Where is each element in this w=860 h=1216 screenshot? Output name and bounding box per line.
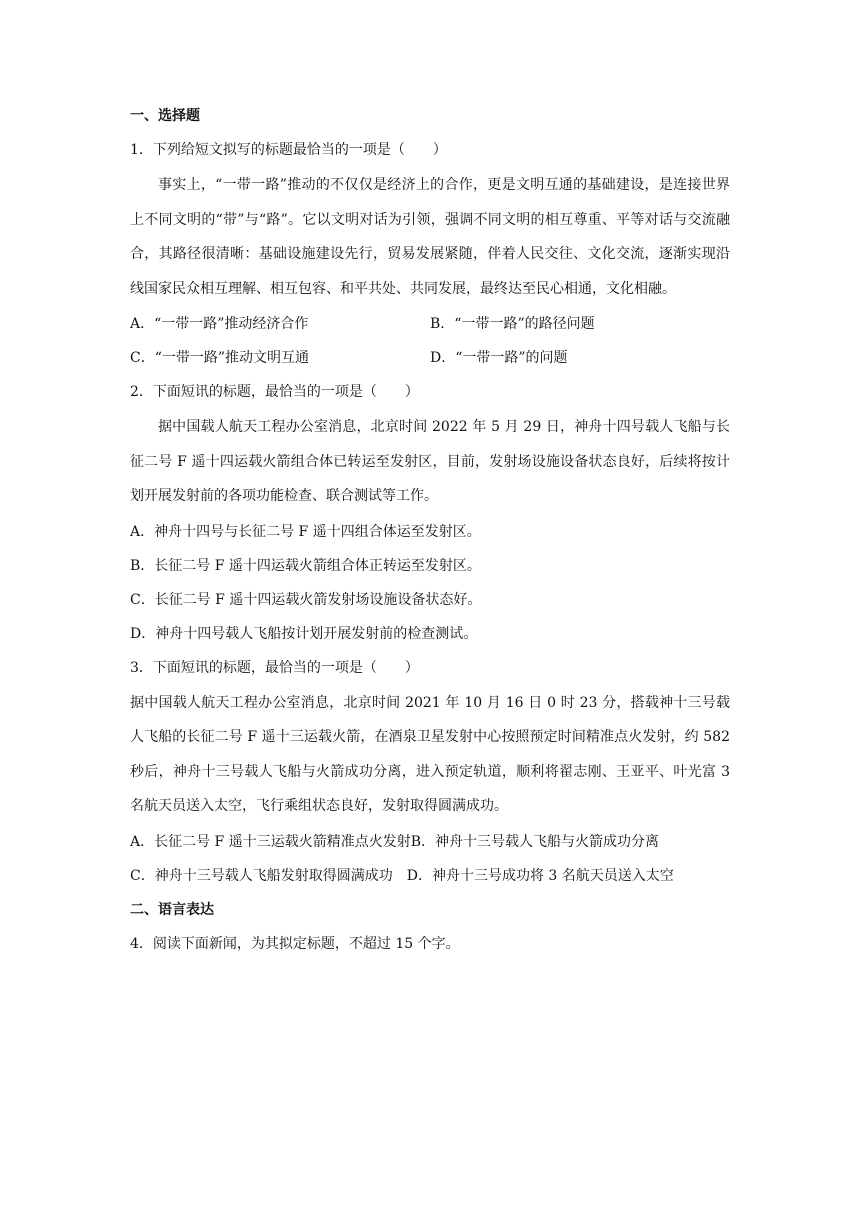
question-3-stem: 3．下面短讯的标题，最恰当的一项是（ ） (130, 659, 419, 676)
question-3-option-c[interactable]: C．神舟十三号载人飞船发射取得圆满成功 (130, 867, 393, 884)
section-heading-language: 二、语言表达 (130, 901, 214, 918)
question-2-stem: 2．下面短讯的标题，最恰当的一项是（ ） (130, 384, 419, 400)
question-2-option-d[interactable]: D．神舟十四号载人飞船按计划开展发射前的检查测试。 (130, 625, 478, 642)
question-2-passage: 据中国载人航天工程办公室消息，北京时间 2022 年 5 月 29 日，神舟十四号载人飞船与长征二号 F 遥十四运载火箭组合体已转运至发射区，目前，发射场设施设备状态良好，后续将按计划开展发射前的各项功能检查、联合测试等工作。 (130, 419, 730, 504)
question-1-passage: 事实上，“一带一路”推动的不仅仅是经济上的合作，更是文明互通的基础建设，是连接世界上不同文明的“带”与“路”。它以文明对话为引领，强调不同文明的相互尊重、平等对话与交流融合，其路径很清晰：基础设施建设先行，贸易发展紧随，伴着人民交往、文化交流，逐渐实现沿线国家民众相互理解、相互包容、和平共处、共同发展，最终达至民心相通，文化相融。 (130, 177, 730, 297)
question-2-option-c[interactable]: C．长征二号 F 遥十四运载火箭发射场设施设备状态好。 (130, 591, 482, 608)
question-2-option-a[interactable]: A．神舟十四号与长征二号 F 遥十四组合体运至发射区。 (130, 523, 481, 540)
question-3-passage: 据中国载人航天工程办公室消息，北京时间 2021 年 10 月 16 日 0 时 23 分，搭载神十三号载人飞船的长征二号 F 遥十三运载火箭，在酒泉卫星发射中心按照预定时间精准点火发射，约 582 秒后，神舟十三号载人飞船与火箭成功分离，进入预定轨道，顺利将翟志刚、王亚平、叶光富 3 名航天员送入太空，飞行乘组状态良好，发射取得圆满成功。 (130, 694, 730, 814)
question-3-options-row-1 (130, 830, 730, 854)
question-4-stem: 4．阅读下面新闻，为其拟定标题，不超过 15 个字。 (130, 935, 460, 952)
question-1-option-b[interactable]: B．“一带一路”的路径问题 (430, 316, 595, 332)
question-1-stem: 1．下列给短文拟写的标题最恰当的一项是（ ） (130, 142, 447, 158)
question-3-option-b[interactable]: B．神舟十三号载人飞船与火箭成功分离 (410, 833, 660, 850)
question-1-option-d[interactable]: D．“一带一路”的问题 (430, 350, 568, 366)
question-3-options-row-2 (130, 864, 730, 888)
question-2-option-b[interactable]: B．长征二号 F 遥十四运载火箭组合体正转运至发射区。 (130, 557, 481, 574)
question-1-option-a[interactable]: A．“一带一路”推动经济合作 (130, 316, 309, 332)
question-3-option-a[interactable]: A．长征二号 F 遥十三运载火箭精准点火发射 (130, 833, 411, 850)
section-heading-choice: 一、选择题 (130, 108, 200, 124)
question-3-option-d[interactable]: D．神舟十三号成功将 3 名航天员送入太空 (406, 867, 674, 884)
question-1-option-c[interactable]: C．“一带一路”推动文明互通 (130, 350, 310, 366)
document-page (130, 104, 730, 966)
question-1-options-row-2 (130, 346, 730, 370)
question-1-options-row-1 (130, 312, 730, 336)
